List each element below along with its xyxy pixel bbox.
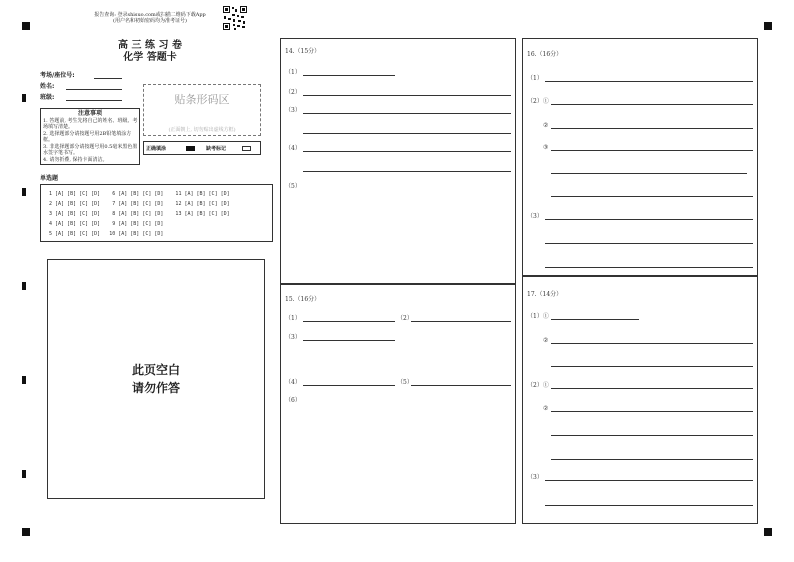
mc-row-3[interactable]: 3 [A] [B] [C] [D] 8 [A] [B] [C] [D] 13 [A] [B] [C] [D] [49,211,230,217]
q17-part-3: （3） [527,474,543,481]
blank-area [47,259,265,499]
q16-part-2b: ② [543,122,549,129]
q14-answer-4b[interactable] [303,171,511,172]
q15-box [280,284,516,524]
q17-answer-3b[interactable] [545,505,753,506]
seat-label: 考场/座位号: [40,72,75,79]
mc-row-5[interactable]: 5 [A] [B] [C] [D] 10 [A] [B] [C] [D] [49,231,164,237]
q16-part-2: （2）① [527,98,549,105]
mc-box [40,184,273,242]
q14-answer-2[interactable] [303,95,511,96]
q17-part-1b: ② [543,337,549,344]
q15-part-2: （2） [397,315,413,322]
q17-answer-3a[interactable] [545,480,753,481]
page-subtitle: 化学 答题卡 [123,52,177,63]
name-label: 姓名: [40,83,55,90]
q17-answer-1c[interactable] [551,366,753,367]
notice-item-1: 1. 答题前, 考生先将自己的姓名、班级、考场填写清楚。 [43,118,138,130]
q15-part-5: （5） [397,379,413,386]
q17-answer-1b[interactable] [551,343,753,344]
mc-title: 单选题 [40,175,59,182]
q17-answer-2c[interactable] [551,435,753,436]
fill-example-box [143,141,261,155]
q15-part-1: （1） [285,315,301,322]
q14-part-3: （3） [285,107,301,114]
q17-part-2b: ② [543,405,549,412]
q17-title: 17.（14分） [527,291,563,298]
q16-answer-3c[interactable] [545,267,753,268]
barcode-title: 贴条形码区 [174,93,230,106]
q17-part-1: （1）① [527,313,549,320]
q17-box [522,276,758,524]
q14-part-1: （1） [285,69,301,76]
registration-mark [764,22,772,30]
q16-answer-2a[interactable] [551,104,753,105]
notice-item-4: 4. 请勿折叠, 保持卡面清洁。 [43,157,108,163]
registration-mark [764,528,772,536]
timing-mark [22,470,26,478]
notice-item-2: 2. 选择题部分请按题号用2B铅笔填涂方框。 [43,131,132,143]
q16-title: 16.（16分） [527,51,563,58]
qr-code-icon [222,5,248,31]
q15-answer-5[interactable] [411,385,511,386]
q17-answer-2d[interactable] [551,459,753,460]
timing-mark [22,188,26,196]
notice-item-3: 3. 非选择题部分请按题号用0.5毫米黑色墨水签字笔书写。 [43,144,138,156]
correct-fill-sample [186,146,195,151]
class-label: 班级: [40,94,55,101]
q16-answer-3a[interactable] [545,219,753,220]
seat-field[interactable] [94,78,122,79]
q14-part-2: （2） [285,89,301,96]
absent-mark-label: 缺考标记 [206,146,227,152]
timing-mark [22,94,26,102]
notice-title: 注意事项 [77,110,102,117]
q16-answer-2d[interactable] [551,173,747,174]
q15-part-4: （4） [285,379,301,386]
blank-text-1: 此页空白 [131,363,180,377]
q15-part-3: （3） [285,334,301,341]
q15-answer-4[interactable] [303,385,395,386]
q14-answer-4a[interactable] [303,151,511,152]
q16-part-3: （3） [527,213,543,220]
q16-part-2c: ③ [543,144,549,151]
q14-answer-3b[interactable] [303,133,511,134]
mc-row-4[interactable]: 4 [A] [B] [C] [D] 9 [A] [B] [C] [D] [49,221,164,227]
q14-part-4: （4） [285,145,301,152]
barcode-area [143,84,261,136]
mc-row-2[interactable]: 2 [A] [B] [C] [D] 7 [A] [B] [C] [D] 12 [A] [B] [C] [D] [49,201,230,207]
q14-part-5: （5） [285,183,301,190]
q15-answer-2[interactable] [411,321,511,322]
header-line1: 报告查询: 登录shisuo.com或扫描二维码下载App [94,12,206,18]
blank-text-2: 请勿作答 [131,381,180,395]
header-line2: (用户名和初始密码均为准考证号) [113,18,187,24]
q16-answer-1[interactable] [545,81,753,82]
timing-mark [22,376,26,384]
name-field[interactable] [66,89,122,90]
q16-part-1: （1） [527,75,543,82]
q14-answer-1[interactable] [303,75,395,76]
registration-mark [22,22,30,30]
q15-part-6: （6） [285,397,301,404]
q16-box [522,38,758,276]
q17-part-2: （2）① [527,382,549,389]
q17-answer-2b[interactable] [551,411,753,412]
q17-answer-1a[interactable] [551,319,639,320]
timing-mark [22,282,26,290]
notice-box [40,108,140,165]
q16-answer-3b[interactable] [545,243,753,244]
correct-fill-label: 正确填涂 [146,146,167,152]
q15-answer-1[interactable] [303,321,395,322]
q17-answer-2a[interactable] [551,388,753,389]
q14-box [280,38,516,284]
page-title: 高 三 练 习 卷 [118,40,182,51]
absent-mark-checkbox[interactable] [242,146,251,151]
barcode-hint: (正面朝上, 切勿贴出虚线方框) [168,127,236,133]
q14-title: 14.（15分） [285,48,321,55]
mc-row-1[interactable]: 1 [A] [B] [C] [D] 6 [A] [B] [C] [D] 11 [A] [B] [C] [D] [49,191,230,197]
q16-answer-2e[interactable] [551,196,753,197]
q15-title: 15.（16分） [285,296,321,303]
q16-answer-2b[interactable] [551,128,753,129]
q14-answer-3a[interactable] [303,113,511,114]
q15-answer-3[interactable] [303,340,395,341]
class-field[interactable] [66,100,122,101]
q16-answer-2c[interactable] [551,150,753,151]
registration-mark [22,528,30,536]
